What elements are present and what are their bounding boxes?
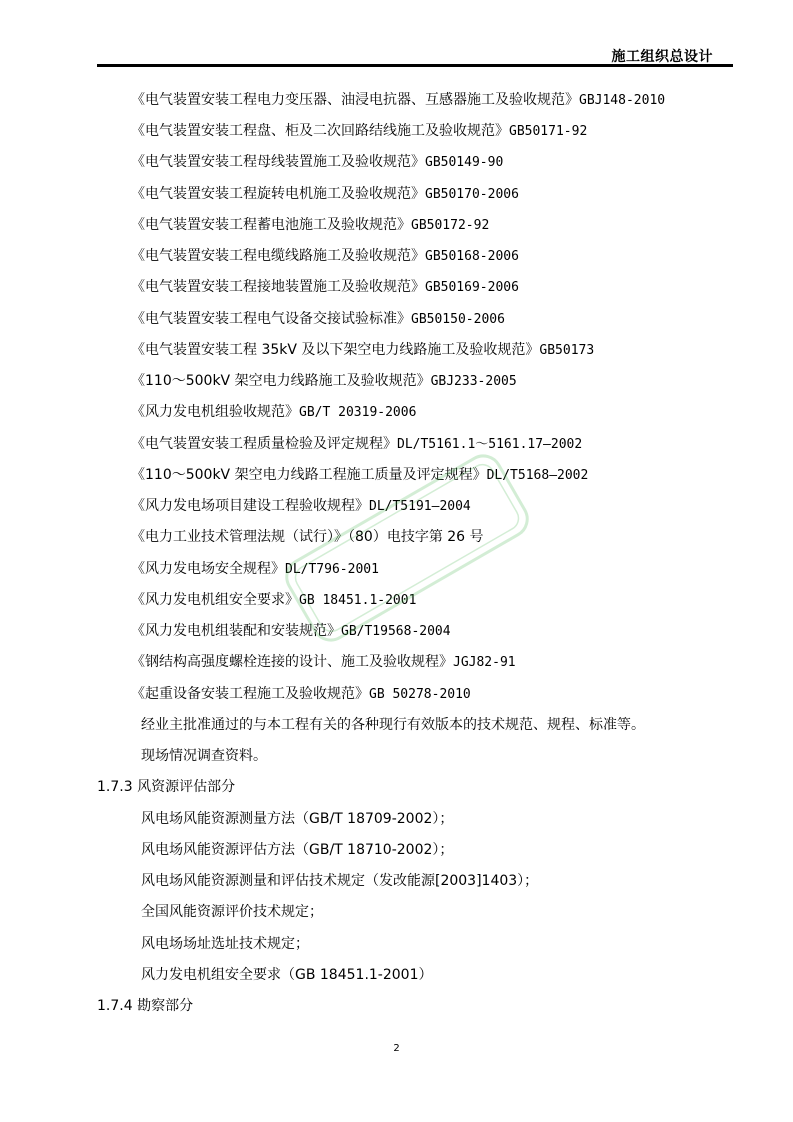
reference-name: 《电气装置安装工程盘、柜及二次回路结线施工及验收规范》 <box>131 123 509 139</box>
reference-code: GB50171-92 <box>509 124 588 139</box>
list-item: 风电场风能资源测量方法（GB/T 18709-2002）； <box>141 811 454 827</box>
reference-code: GB50149-90 <box>425 155 504 170</box>
list-item: 风力发电机组安全要求（GB 18451.1-2001） <box>141 967 433 983</box>
reference-code: DL/T5168—2002 <box>486 468 589 483</box>
reference-code: DL/T5161.1～5161.17—2002 <box>397 437 583 452</box>
reference-name: 《电气装置安装工程蓄电池施工及验收规范》 <box>131 217 411 233</box>
reference-item <box>131 527 484 547</box>
reference-name: 《电气装置安装工程 35kV 及以下架空电力线路施工及验收规范》 <box>131 342 540 358</box>
reference-code: JGJ82-91 <box>453 655 516 670</box>
reference-code: GB50170-2006 <box>425 187 519 202</box>
reference-name: 《110～500kV 架空电力线路施工及验收规范》 <box>131 373 431 389</box>
section-heading: 1.7.4 勘察部分 <box>97 998 194 1014</box>
reference-code: GBJ148-2010 <box>579 93 666 108</box>
reference-name: 《钢结构高强度螺栓连接的设计、施工及验收规程》 <box>131 654 453 670</box>
reference-name: 《电气装置安装工程接地装置施工及验收规范》 <box>131 279 425 295</box>
reference-item <box>131 434 582 455</box>
reference-item <box>131 621 451 642</box>
reference-item <box>131 246 519 267</box>
reference-name: 《风力发电场安全规程》 <box>131 561 285 577</box>
reference-item <box>131 590 416 611</box>
reference-name: 《电力工业技术管理法规（试行）》 <box>131 529 348 545</box>
reference-item <box>131 90 665 111</box>
reference-name: 《电气装置安装工程电缆线路施工及验收规范》 <box>131 248 425 264</box>
list-item: 风电场场址选址技术规定； <box>141 936 309 952</box>
reference-code: GB/T19568-2004 <box>341 624 451 639</box>
reference-name: 《风力发电机组验收规范》 <box>131 404 299 420</box>
reference-item <box>131 371 517 392</box>
reference-code: GB 50278-2010 <box>369 687 471 702</box>
reference-name: 《电气装置安装工程旋转电机施工及验收规范》 <box>131 186 425 202</box>
reference-item <box>131 215 489 236</box>
reference-code: GB/T 20319-2006 <box>299 405 417 420</box>
body-paragraph: 现场情况调查资料。 <box>141 748 267 764</box>
reference-code: GBJ233-2005 <box>430 374 517 389</box>
reference-item <box>131 340 594 361</box>
header-rule <box>97 64 733 67</box>
reference-code: GB50172-92 <box>411 218 490 233</box>
reference-name: 《风力发电机组安全要求》 <box>131 592 299 608</box>
body-paragraph: 经业主批准通过的与本工程有关的各种现行有效版本的技术规范、规程、标准等。 <box>141 717 645 733</box>
reference-item <box>131 277 519 298</box>
reference-item <box>131 152 503 173</box>
reference-code: （80）电技字第 26 号 <box>348 529 484 545</box>
reference-name: 《110～500kV 架空电力线路工程施工质量及评定规程》 <box>131 467 487 483</box>
reference-code: GB50150-2006 <box>411 312 505 327</box>
reference-item <box>131 652 516 673</box>
reference-name: 《风力发电场项目建设工程验收规程》 <box>131 498 369 514</box>
list-item: 风电场风能资源测量和评估技术规定（发改能源[2003]1403）； <box>141 873 539 889</box>
reference-item <box>131 309 505 330</box>
reference-name: 《电气装置安装工程母线装置施工及验收规范》 <box>131 154 425 170</box>
header-title: 施工组织总设计 <box>611 49 713 65</box>
reference-name: 《起重设备安装工程施工及验收规范》 <box>131 686 369 702</box>
reference-item <box>131 184 519 205</box>
reference-name: 《风力发电机组装配和安装规范》 <box>131 623 341 639</box>
reference-code: GB50168-2006 <box>425 249 519 264</box>
reference-item <box>131 496 471 517</box>
reference-item <box>131 684 471 705</box>
reference-name: 《电气装置安装工程电力变压器、油浸电抗器、互感器施工及验收规范》 <box>131 92 579 108</box>
reference-item <box>131 465 588 486</box>
reference-code: DL/T796-2001 <box>285 562 379 577</box>
page-number: 2 <box>393 1043 400 1054</box>
list-item: 全国风能资源评价技术规定； <box>141 904 323 920</box>
list-item: 风电场风能资源评估方法（GB/T 18710-2002）； <box>141 842 454 858</box>
reference-item <box>131 402 416 423</box>
reference-item <box>131 559 379 580</box>
reference-code: GB50173 <box>539 343 595 358</box>
section-heading: 1.7.3 风资源评估部分 <box>97 779 236 795</box>
reference-name: 《电气装置安装工程质量检验及评定规程》 <box>131 436 397 452</box>
reference-code: DL/T5191—2004 <box>369 499 471 514</box>
reference-code: GB 18451.1-2001 <box>299 593 417 608</box>
reference-code: GB50169-2006 <box>425 280 519 295</box>
reference-name: 《电气装置安装工程电气设备交接试验标准》 <box>131 311 411 327</box>
reference-item <box>131 121 587 142</box>
